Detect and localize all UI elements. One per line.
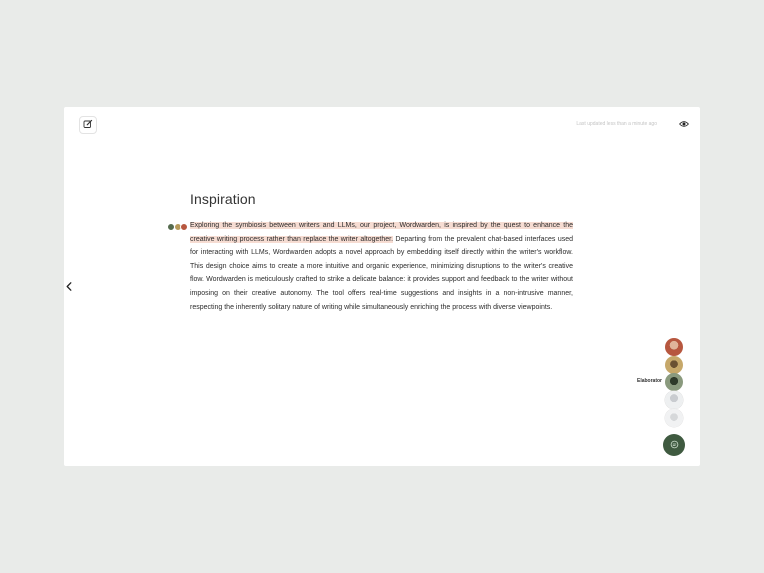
editor-card [64, 107, 700, 466]
last-updated-text: Last updated less than a minute ago [576, 121, 657, 127]
document-paragraph[interactable] [190, 219, 573, 314]
chat-button[interactable] [663, 434, 685, 456]
paragraph-text[interactable]: Departing from the prevalent chat-based interfaces used for interacting with LLMs, Wordwarden adopts a novel approach by embedding itself directly within the writer's workflow. This design choice aims to create a more intuitive and organic experience, minimizing disruptions to the writer's creative flow. Wordwarden is meticulously crafted to strike a delicate balance: it provides support and feedback to the writer without imposing on their creative autonomy. The tool offers real-time suggestions and insights in a non-intrusive manner, respecting the inherently solitary nature of writing while simultaneously enriching the process with diverse viewpoints. [190, 235, 573, 311]
chat-icon [670, 436, 679, 454]
agent-avatar-4[interactable] [665, 391, 683, 409]
eye-icon [679, 115, 689, 133]
agent-avatar-3[interactable] [665, 373, 683, 391]
avatar [180, 223, 188, 231]
preview-button[interactable] [678, 119, 690, 129]
edit-icon [83, 116, 93, 134]
document[interactable] [190, 191, 573, 314]
chevron-left-icon [66, 278, 72, 296]
highlighted-text[interactable]: Exploring the symbiosis between writers and LLMs, our project, Wordwarden, is inspired by the quest to enhance the creative writing process rather than replace the writer altogether. [190, 222, 573, 243]
back-button[interactable] [65, 281, 73, 293]
paragraph-agent-avatars[interactable] [167, 223, 188, 230]
document-title[interactable]: Inspiration [190, 191, 256, 207]
agent-avatar-5[interactable] [665, 409, 683, 427]
agent-avatar-2[interactable] [665, 356, 683, 374]
agent-hover-label: Elaborator [636, 378, 662, 384]
edit-button[interactable] [79, 116, 97, 134]
agent-avatar-1[interactable] [665, 338, 683, 356]
